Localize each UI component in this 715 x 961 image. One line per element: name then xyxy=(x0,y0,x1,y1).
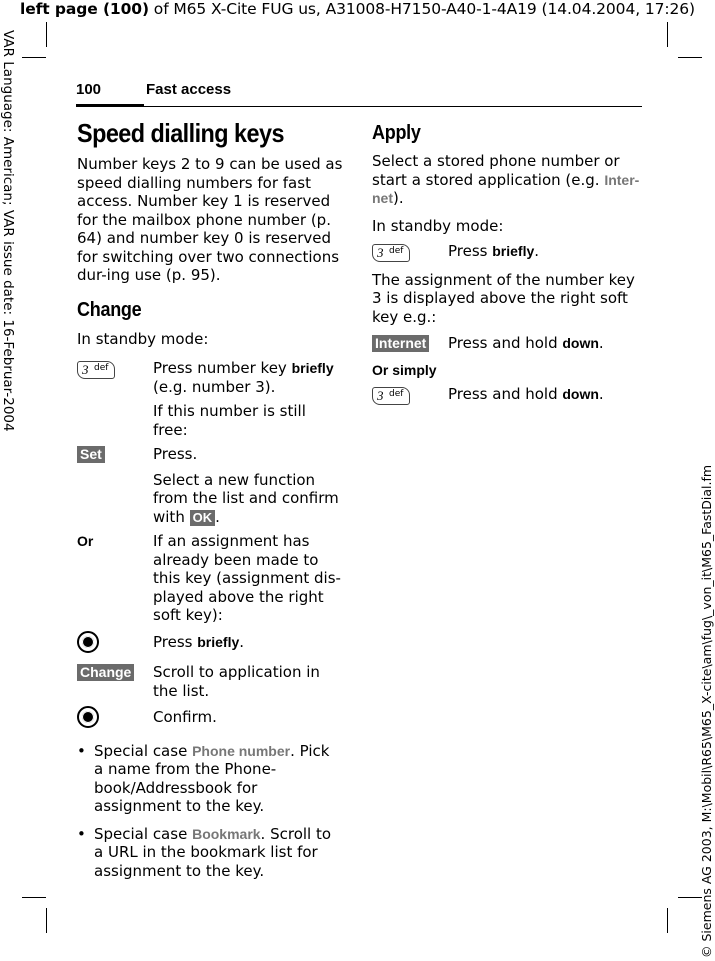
set-softkey: Set xyxy=(77,446,105,463)
crop-mark xyxy=(46,22,47,47)
header-rule xyxy=(76,106,642,107)
navigation-key-icon xyxy=(77,706,99,728)
intro-paragraph: Number keys 2 to 9 can be used as speed dialling numbers for fast access. Number key 1 is reserved for the mailbox phone number (p. 64) and number key 0 is reserved for switching over two connections dur-ing use (p. 95). xyxy=(77,155,343,284)
change-softkey: Change xyxy=(77,664,134,681)
page-header xyxy=(76,80,642,108)
right-column xyxy=(372,122,642,416)
var-language-text: VAR Language: American; VAR issue date: 16-Februar-2004 xyxy=(0,30,16,432)
step-confirm xyxy=(77,706,343,733)
or-text: If an assignment has already been made to this key (assignment dis-played above the right soft key): xyxy=(153,532,341,624)
confirm-text: Confirm. xyxy=(153,708,217,726)
or-simply-label: Or simply xyxy=(372,361,437,378)
crop-mark xyxy=(667,22,668,47)
apply-internet: Internet Press and hold down. xyxy=(372,334,642,353)
side-text-right xyxy=(697,458,713,958)
copyright-path-text: © Siemens AG 2003, M:\Mobil\R65\M65_X-cite\am\fug\_von_it\M65_FastDial.fm xyxy=(699,464,714,958)
heading-apply: Apply xyxy=(372,122,421,144)
apply-press-briefly: 3 def Press briefly. xyxy=(372,242,642,267)
step1-sub: If this number is still free: xyxy=(153,402,306,439)
number-key-3-icon: 3 def xyxy=(77,361,115,379)
step-press-briefly: Press briefly. xyxy=(77,631,343,658)
scroll-text: Scroll to application in the list. xyxy=(153,663,320,700)
section-title: Fast access xyxy=(146,81,232,98)
heading-speed-dialling: Speed dialling keys xyxy=(77,118,284,148)
side-text-left xyxy=(0,30,18,432)
document-header xyxy=(0,0,715,18)
internet-softkey: Internet xyxy=(372,335,429,352)
standby-text-right: In standby mode: xyxy=(372,216,504,235)
apply-hold: 3 def Press and hold down. xyxy=(372,385,642,410)
list-item: • Special case Bookmark. Scroll to a URL in the bookmark list for assignment to the key. xyxy=(77,825,343,881)
heading-change: Change xyxy=(77,298,142,321)
crop-mark xyxy=(46,908,47,933)
crop-mark xyxy=(22,897,46,898)
number-key-3-icon: 3 def xyxy=(372,387,410,405)
list-item: • Special case Phone number. Pick a name from the Phone-book/Addressbook for assignment to the key. xyxy=(77,742,343,816)
document-header-rest: of M65 X-Cite FUG us, A31008-H7150-A40-1-4A19 (14.04.2004, 17:26) xyxy=(148,0,695,18)
assignment-text: The assignment of the number key 3 is displayed above the right soft key e.g.: xyxy=(372,270,635,326)
number-key-3-icon: 3 def xyxy=(372,244,410,262)
left-column xyxy=(77,118,343,889)
navigation-key-icon xyxy=(77,631,99,653)
crop-mark xyxy=(22,57,46,58)
step-change xyxy=(77,663,343,700)
step-press-number-key: 3 def Press number key briefly (e.g. number 3). If this number is still free: xyxy=(77,359,343,439)
crop-mark xyxy=(678,57,702,58)
step-set: Set Press. Select a new function from the list and confirm with OK . xyxy=(77,445,343,526)
apply-intro: Select a stored phone number or start a stored application (e.g. Inter-net). xyxy=(372,152,640,207)
special-cases-list xyxy=(77,742,343,881)
standby-text: In standby mode: xyxy=(77,329,209,348)
page-number: 100 xyxy=(76,81,102,98)
crop-mark xyxy=(667,908,668,933)
document-header-bold: left page (100) xyxy=(20,0,149,18)
ok-softkey: OK xyxy=(190,510,216,526)
step-or xyxy=(77,532,343,625)
or-label: Or xyxy=(77,533,94,549)
